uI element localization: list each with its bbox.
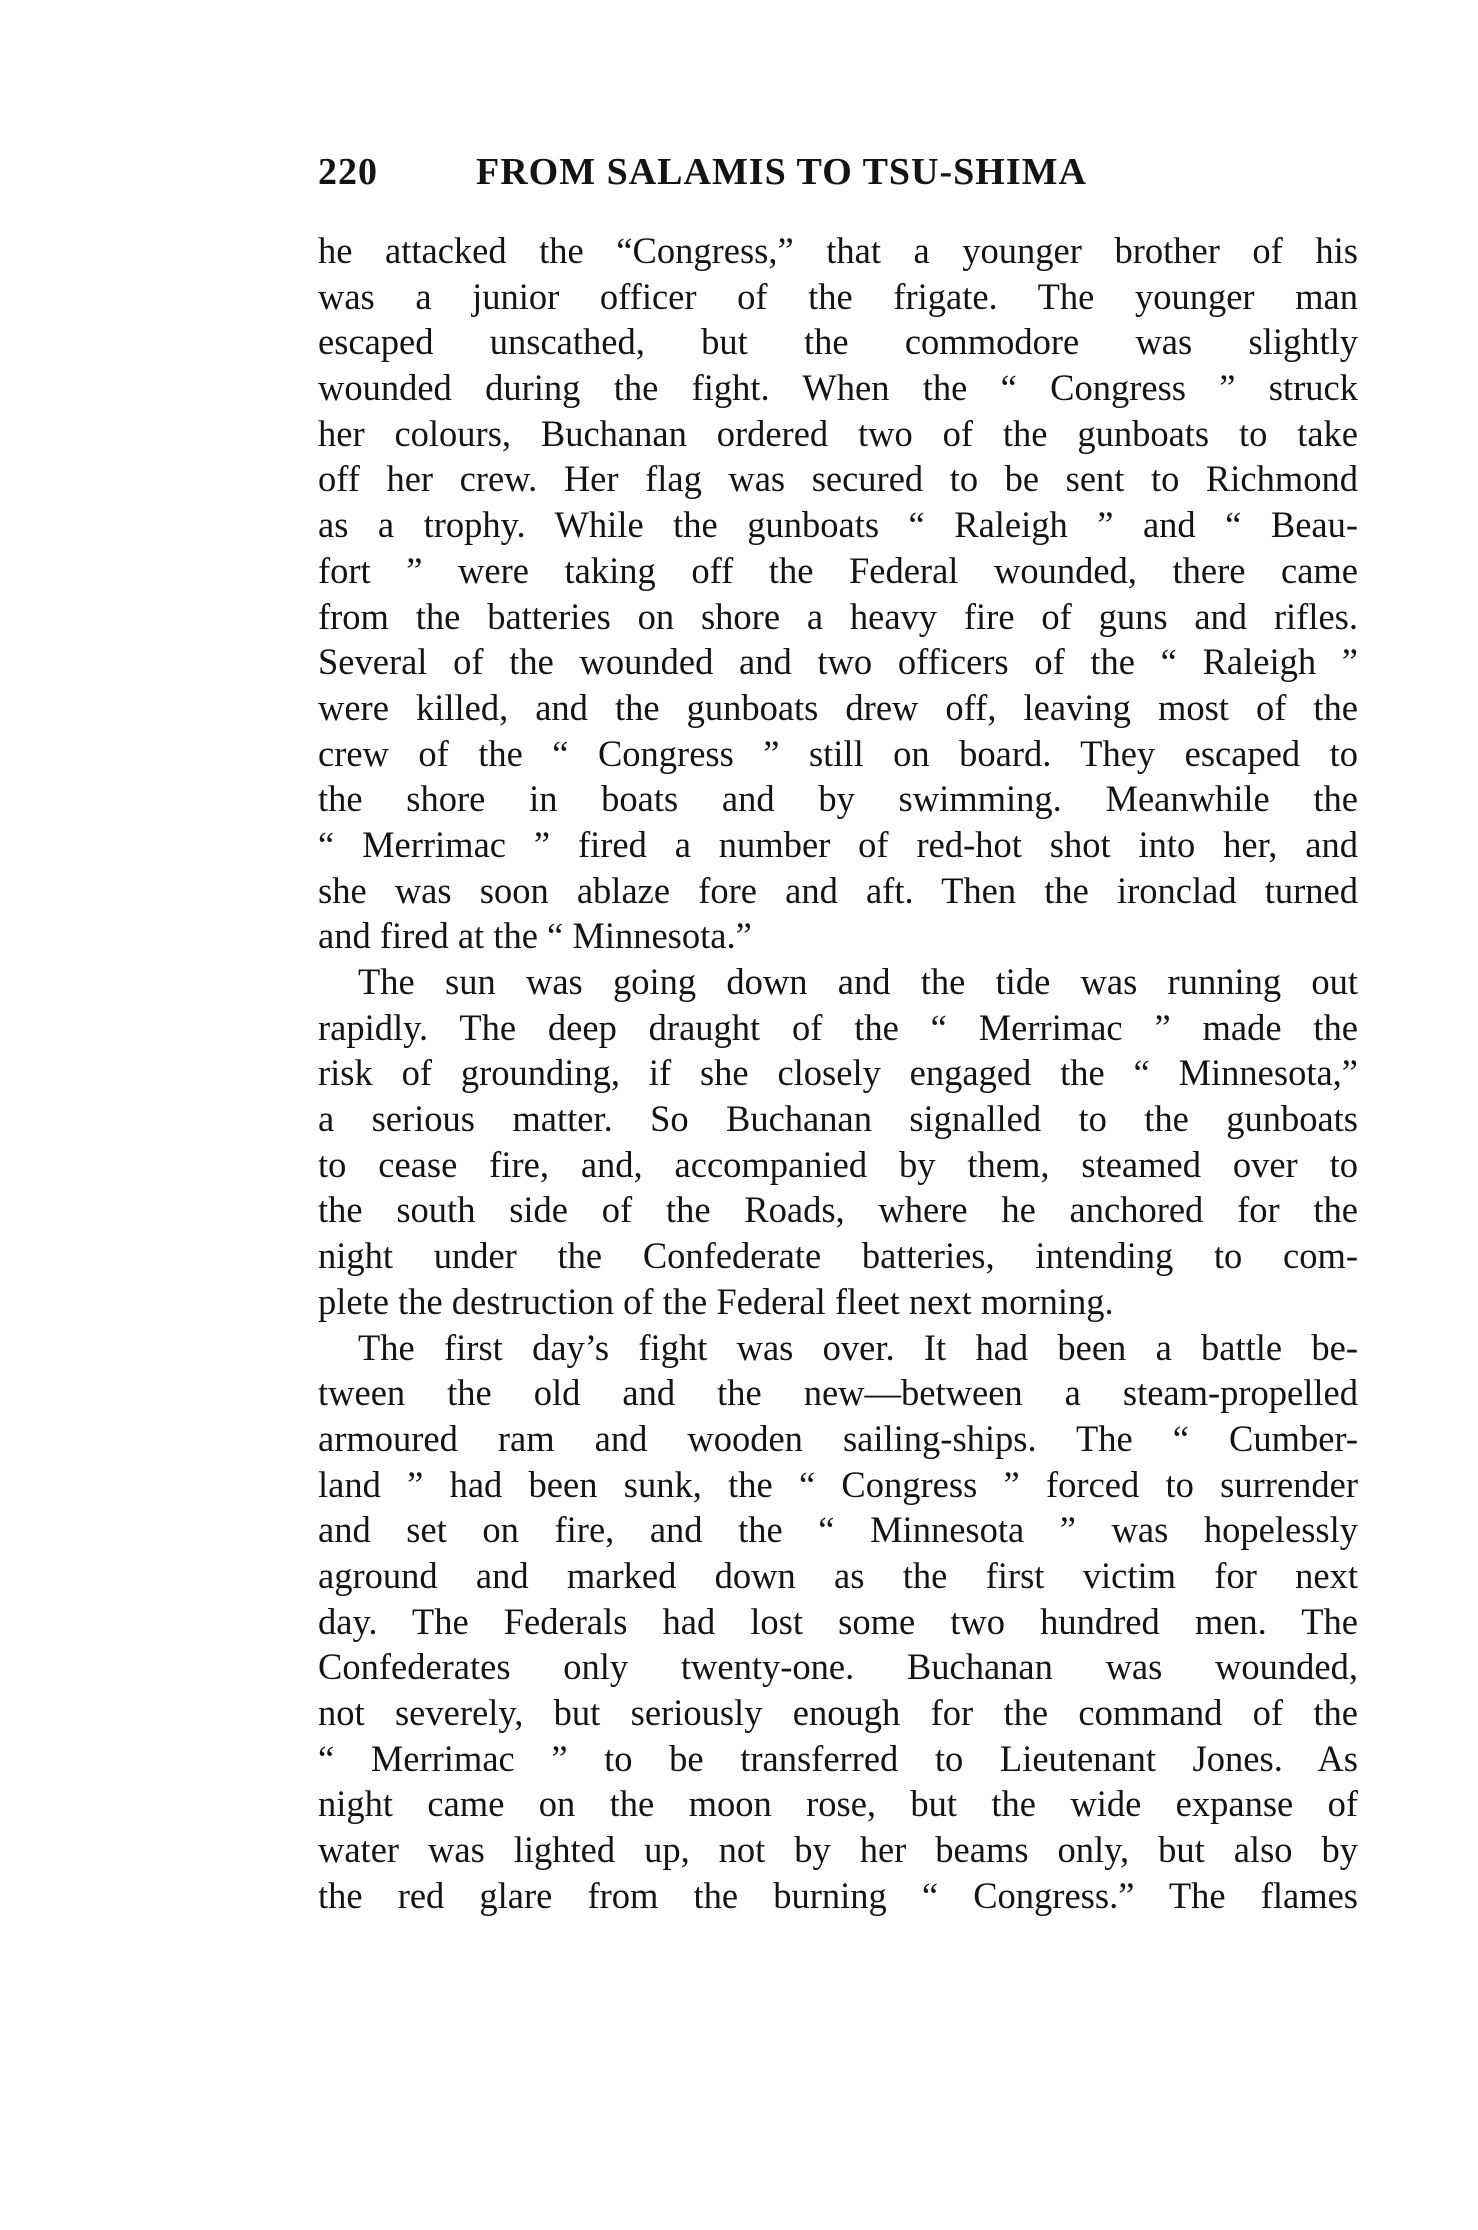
- text-line: not severely, but seriously enough for the command of the: [318, 1692, 1358, 1733]
- text-line: as a trophy. While the gunboats “ Raleigh ” and “ Beau-: [318, 504, 1358, 546]
- text-line: the south side of the Roads, where he anchored for the: [318, 1189, 1358, 1231]
- text-line: she was soon ablaze fore and aft. Then the ironclad turned: [318, 869, 1358, 911]
- body-text: [318, 228, 1358, 1918]
- text-line: night under the Confederate batteries, intending to com-: [318, 1235, 1358, 1277]
- text-line: Several of the wounded and two officers of the “ Raleigh ”: [318, 641, 1358, 683]
- text-line: risk of grounding, if she closely engaged the “ Minnesota,”: [318, 1052, 1358, 1094]
- text-line: rapidly. The deep draught of the “ Merrimac ” made the: [318, 1006, 1358, 1048]
- text-line: armoured ram and wooden sailing-ships. The “ Cumber-: [318, 1417, 1358, 1459]
- text-line: crew of the “ Congress ” still on board. They escaped to: [318, 732, 1358, 774]
- text-line: and fired at the “ Minnesota.”: [318, 915, 752, 957]
- text-line: aground and marked down as the first victim for next: [318, 1554, 1358, 1596]
- page-number: 220: [318, 151, 378, 193]
- running-title: FROM SALAMIS TO TSU-SHIMA: [476, 151, 1087, 193]
- text-line: the red glare from the burning “ Congress.” The flames: [318, 1874, 1358, 1916]
- text-line: water was lighted up, not by her beams only, but also by: [318, 1829, 1358, 1871]
- text-line: tween the old and the new—between a steam-propelled: [318, 1372, 1358, 1414]
- text-line: was a junior officer of the frigate. The younger man: [318, 275, 1358, 317]
- text-line: fort ” were taking off the Federal wounded, there came: [318, 549, 1358, 591]
- text-line: he attacked the “Congress,” that a younger brother of his: [318, 230, 1358, 271]
- text-line: day. The Federals had lost some two hundred men. The: [318, 1600, 1358, 1642]
- page-header: [318, 150, 1358, 210]
- text-line: The first day’s fight was over. It had been a battle be-: [358, 1326, 1358, 1368]
- text-line: and set on fire, and the “ Minnesota ” was hopelessly: [318, 1509, 1358, 1551]
- text-line: Confederates only twenty-one. Buchanan was wounded,: [318, 1646, 1358, 1688]
- text-line: her colours, Buchanan ordered two of the gunboats to take: [318, 412, 1358, 454]
- text-line: the shore in boats and by swimming. Meanwhile the: [318, 778, 1358, 820]
- text-line: The sun was going down and the tide was running out: [358, 961, 1358, 1002]
- text-line: wounded during the fight. When the “ Congress ” struck: [318, 367, 1358, 409]
- text-line: “ Merrimac ” fired a number of red-hot shot into her, and: [318, 823, 1358, 865]
- text-line: to cease fire, and, accompanied by them, steamed over to: [318, 1143, 1358, 1185]
- text-line: land ” had been sunk, the “ Congress ” forced to surrender: [318, 1463, 1358, 1505]
- text-line: off her crew. Her flag was secured to be sent to Richmond: [318, 458, 1358, 500]
- text-line: a serious matter. So Buchanan signalled to the gunboats: [318, 1098, 1358, 1140]
- text-line: “ Merrimac ” to be transferred to Lieutenant Jones. As: [318, 1737, 1358, 1779]
- text-line: were killed, and the gunboats drew off, leaving most of the: [318, 686, 1358, 728]
- text-line: from the batteries on shore a heavy fire of guns and rifles.: [318, 595, 1358, 637]
- text-line: plete the destruction of the Federal fleet next morning.: [318, 1280, 1114, 1322]
- text-line: night came on the moon rose, but the wide expanse of: [318, 1783, 1358, 1825]
- text-line: escaped unscathed, but the commodore was slightly: [318, 321, 1358, 363]
